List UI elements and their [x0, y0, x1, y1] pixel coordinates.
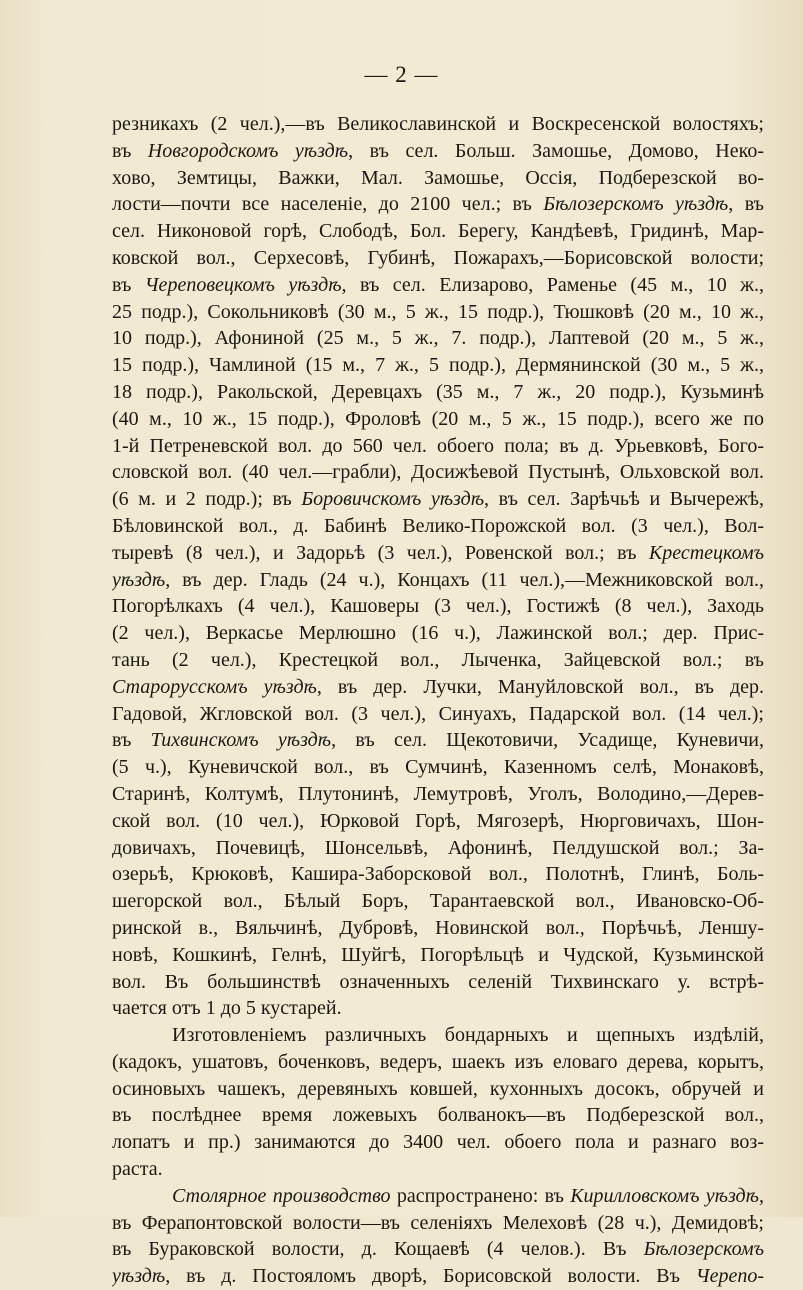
text-line — [112, 995, 764, 1022]
text-line — [112, 1263, 764, 1290]
text-segment: тыревѣ (8 чел.), и Задорьѣ (3 чел.), Ровенской вол.; въ — [112, 541, 649, 564]
text-segment: словской вол. (40 чел.—грабли), Досижѣевой Пустынѣ, Ольховской вол. — [112, 461, 764, 484]
italic-text: Боровичскомъ уѣздѣ — [301, 488, 485, 511]
text-line — [112, 620, 764, 647]
italic-text: Черепо- — [695, 1265, 764, 1288]
text-line — [112, 218, 764, 245]
text-line — [112, 808, 764, 835]
text-line — [112, 540, 764, 567]
text-line — [112, 1129, 764, 1156]
text-segment: въ — [112, 273, 145, 296]
text-segment: Бѣловинской вол., д. Бабинѣ Велико-Порожской вол. (3 чел.), Вол- — [112, 514, 764, 537]
text-line — [112, 433, 764, 460]
italic-text: Старорусскомъ уѣздѣ — [112, 675, 317, 698]
text-segment: лости—почти все населеніе, до 2100 чел.; въ — [112, 193, 544, 216]
text-line — [112, 138, 764, 165]
text-segment: , въ сел. Зарѣчьѣ и Вычережѣ, — [484, 488, 764, 511]
text-segment: въ послѣднее время ложевыхъ болванокъ—въ Подберезской вол., — [112, 1104, 764, 1127]
text-segment: раста. — [112, 1158, 163, 1181]
text-line — [112, 1049, 764, 1076]
text-segment: осиновыхъ чашекъ, деревяныхъ ковшей, кухонныхъ досокъ, обручей и — [112, 1077, 764, 1100]
text-segment: чается отъ 1 до 5 кустарей. — [112, 997, 342, 1020]
text-segment: 10 подр.), Афониной (25 м., 5 ж., 7. подр.), Лаптевой (20 м., 5 ж., — [112, 327, 764, 350]
text-segment: ковской вол., Серхесовѣ, Губинѣ, Пожарахъ,—Борисовской волости; — [112, 246, 764, 269]
text-segment: въ Ферапонтовской волости—въ селеніяхъ Мелеховѣ (28 ч.), Демидовѣ; — [112, 1211, 764, 1234]
text-line — [112, 191, 764, 218]
text-segment: ской вол. (10 чел.), Юрковой Горѣ, Мягозерѣ, Нюрговичахъ, Шон- — [112, 809, 764, 832]
text-line — [112, 1236, 764, 1263]
text-segment: Изготовленіемъ различныхъ бондарныхъ и щепныхъ издѣлій, — [172, 1024, 764, 1047]
text-line — [112, 1022, 764, 1049]
text-segment: резникахъ (2 чел.),—въ Великославинской и Воскресенской волостяхъ; — [112, 113, 764, 135]
text-segment: , — [759, 1184, 764, 1207]
text-line — [112, 727, 764, 754]
text-line — [112, 647, 764, 674]
text-segment: 15 подр.), Чамлиной (15 м., 7 ж., 5 подр.), Дермянинской (30 м., 5 ж., — [112, 354, 764, 377]
text-line — [112, 459, 764, 486]
text-line — [112, 1210, 764, 1237]
text-line — [112, 861, 764, 888]
text-segment: (2 чел.), Веркасье Мерлюшно (16 ч.), Лажинской вол.; дер. Прис- — [112, 622, 764, 645]
text-segment: вол. Въ большинствѣ означенныхъ селеній Тихвинскаго у. встрѣ- — [112, 970, 764, 993]
text-line — [112, 1102, 764, 1129]
text-segment: тань (2 чел.), Крестецкой вол., Лыченка, Зайцевской вол.; въ — [112, 648, 764, 671]
text-body — [112, 111, 764, 1290]
text-line — [112, 969, 764, 996]
text-line — [112, 915, 764, 942]
text-segment: (5 ч.), Куневичской вол., въ Сумчинѣ, Казенномъ селѣ, Монаковѣ, — [112, 756, 764, 779]
text-line — [112, 486, 764, 513]
text-segment: , въ сел. Елизарово, Раменье (45 м., 10 ж., — [341, 273, 764, 296]
text-line — [112, 888, 764, 915]
text-segment: озерьѣ, Крюковѣ, Кашира-Заборсковой вол., Полотнѣ, Глинѣ, Боль- — [112, 863, 764, 886]
text-segment: въ — [112, 139, 148, 162]
text-line — [112, 754, 764, 781]
text-line — [112, 513, 764, 540]
text-segment: въ Бураковской волости, д. Кощаевѣ (4 челов.). Въ — [112, 1238, 644, 1261]
text-segment: , въ сел. Больш. Замошье, Домово, Неко- — [348, 139, 764, 162]
text-line — [112, 325, 764, 352]
text-line — [112, 352, 764, 379]
text-segment: , въ — [728, 193, 764, 216]
italic-text: Череповецкомъ уѣздѣ — [144, 273, 342, 296]
text-segment: ринской в., Вяльчинѣ, Дубровѣ, Новинской вол., Порѣчьѣ, Леншу- — [112, 916, 764, 939]
text-segment: , въ д. Постояломъ дворѣ, Борисовской волости. Въ — [165, 1265, 696, 1288]
text-segment: (40 м., 10 ж., 15 подр.), Фроловѣ (20 м., 5 ж., 15 подр.), всего же по — [112, 407, 764, 430]
text-line — [112, 1156, 764, 1183]
italic-text: Новгородскомъ уѣздѣ — [147, 139, 349, 162]
italic-text: уѣздѣ — [112, 1265, 166, 1288]
italic-text: Тихвинскомъ уѣздѣ — [150, 729, 332, 752]
text-segment: распространено: въ — [390, 1184, 571, 1207]
text-line — [112, 942, 764, 969]
text-line — [112, 406, 764, 433]
italic-text: Кирилловскомъ уѣздѣ — [570, 1184, 760, 1207]
text-segment: (6 м. и 2 подр.); въ — [112, 488, 302, 511]
text-line — [112, 674, 764, 701]
text-segment: хово, Земтицы, Важки, Мал. Замошье, Оссія, Подберезской во- — [112, 166, 764, 189]
text-segment: лопатъ и пр.) занимаются до 3400 чел. обоего пола и разнаго воз- — [112, 1131, 764, 1154]
text-line — [112, 701, 764, 728]
text-line — [112, 111, 764, 138]
text-line — [112, 379, 764, 406]
text-segment: (кадокъ, ушатовъ, боченковъ, ведеръ, шаекъ изъ еловаго дерева, корытъ, — [112, 1050, 764, 1073]
text-segment: 18 подр.), Ракольской, Деревцахъ (35 м., 7 ж., 20 подр.), Кузьминѣ — [112, 380, 764, 403]
text-segment: Погорѣлкахъ (4 чел.), Кашоверы (3 чел.), Гостижѣ (8 чел.), Заходь — [112, 595, 764, 618]
text-segment: , въ дер. Лучки, Мануйловской вол., въ дер. — [316, 675, 764, 698]
italic-text: Бѣлозерскомъ уѣздѣ — [543, 193, 729, 216]
text-line — [112, 299, 764, 326]
text-segment: довичахъ, Почевицѣ, Шонсельвѣ, Афонинѣ, Пелдушской вол.; За- — [112, 836, 764, 859]
text-line — [112, 245, 764, 272]
text-line — [112, 593, 764, 620]
text-segment: Гадовой, Жгловской вол. (3 чел.), Синуахъ, Падарской вол. (14 чел.); — [112, 702, 764, 725]
text-line — [112, 1076, 764, 1103]
italic-text: Бѣлозерскомъ — [643, 1238, 764, 1261]
text-line — [112, 165, 764, 192]
text-segment: 1-й Петреневской вол. до 560 чел. обоего пола; въ д. Урьевковѣ, Бого- — [112, 434, 764, 457]
text-segment: 25 подр.), Сокольниковѣ (30 м., 5 ж., 15 подр.), Тюшковѣ (20 м., 10 ж., — [112, 300, 764, 323]
text-line — [112, 1183, 764, 1210]
text-segment: шегорской вол., Бѣлый Боръ, Тарантаевской вол., Ивановско-Об- — [112, 890, 764, 913]
italic-text: уѣздѣ — [112, 568, 166, 591]
text-segment: новѣ, Кошкинѣ, Гелнѣ, Шуйгѣ, Погорѣльцѣ и Чудской, Кузьминской — [112, 943, 764, 966]
page-number: — 2 — — [364, 62, 439, 87]
italic-text: Крестецкомъ — [648, 541, 764, 564]
text-line — [112, 272, 764, 299]
text-segment: сел. Никоновой горѣ, Слободѣ, Бол. Берегу, Кандѣевѣ, Гридинѣ, Мар- — [112, 220, 764, 243]
text-segment: , въ сел. Щекотовичи, Усадище, Куневичи, — [331, 729, 764, 752]
text-segment: , въ дер. Гладь (24 ч.), Концахъ (11 чел.),—Межниковской вол., — [165, 568, 764, 591]
text-line — [112, 781, 764, 808]
text-segment: Старинѣ, Колтумѣ, Плутонинѣ, Лемутровѣ, Уголъ, Володино,—Дерев- — [112, 782, 764, 805]
italic-text: Столярное производство — [172, 1184, 391, 1207]
text-line — [112, 567, 764, 594]
text-segment: въ — [112, 729, 151, 752]
text-line — [112, 835, 764, 862]
